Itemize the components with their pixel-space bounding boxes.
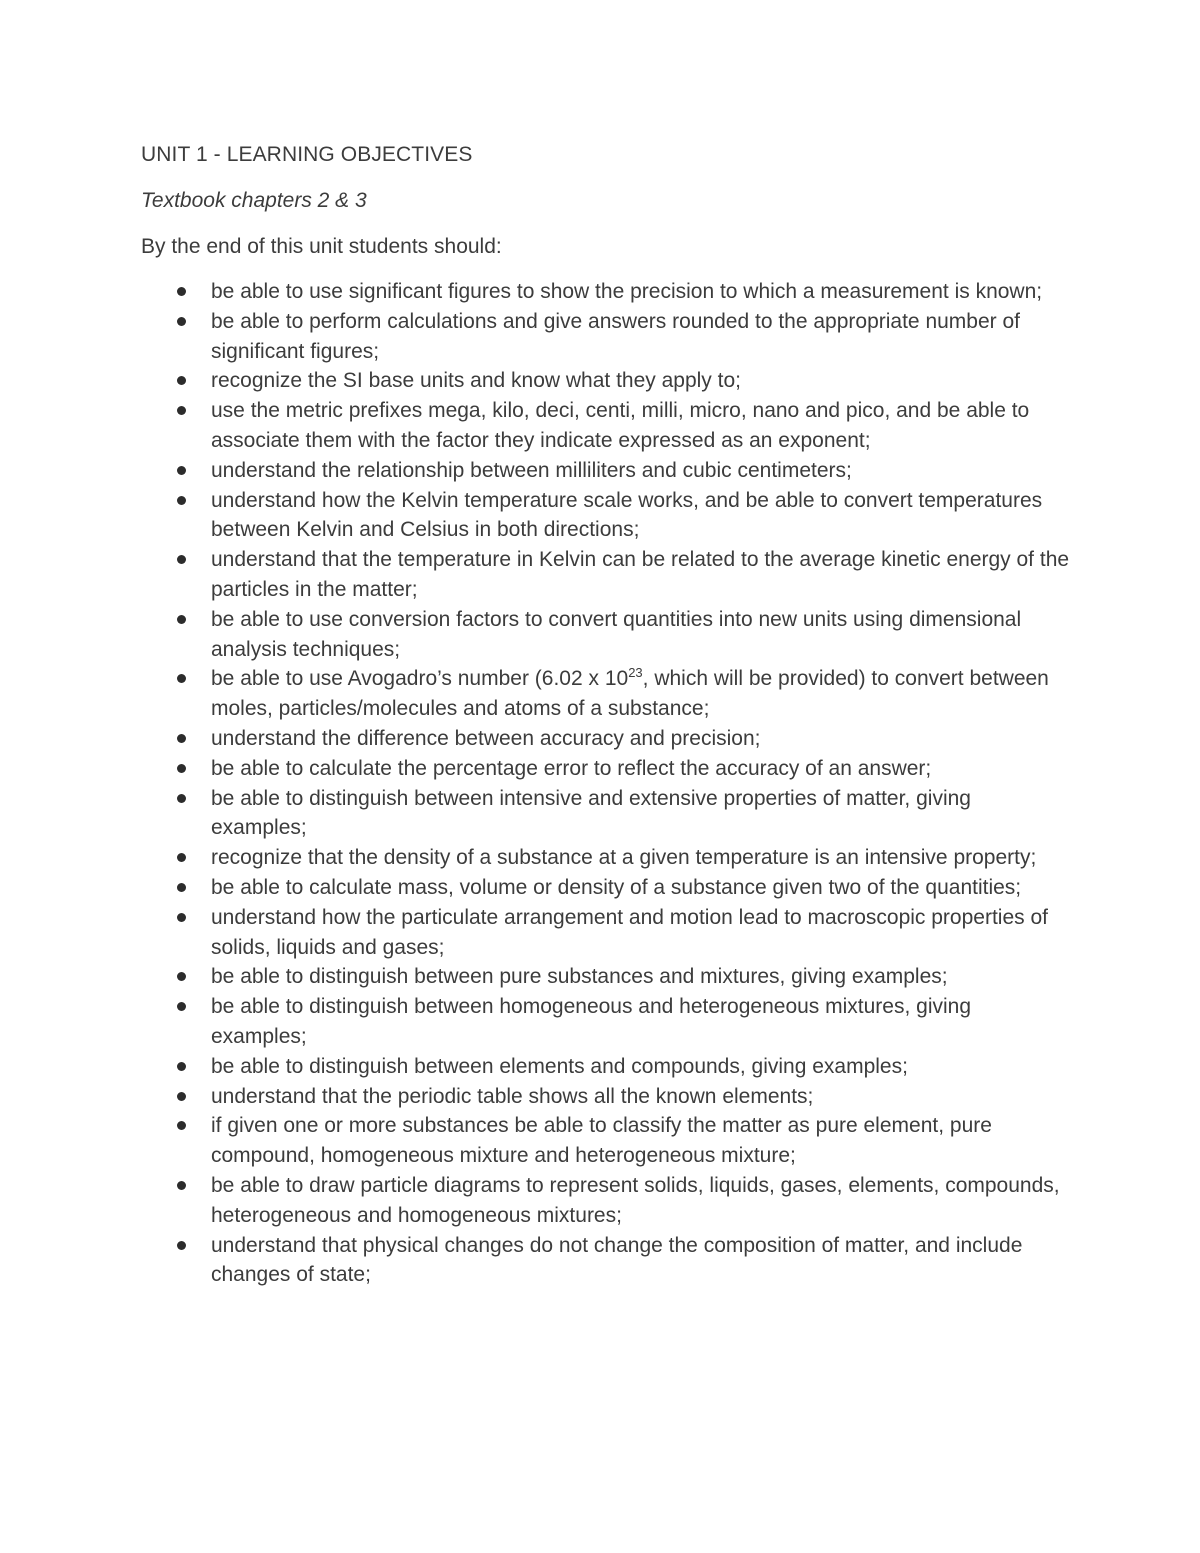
subtitle: Textbook chapters 2 & 3 [141, 189, 367, 212]
page-title: UNIT 1 - LEARNING OBJECTIVES [141, 143, 473, 166]
list-item [141, 873, 1071, 903]
list-item-text: understand that physical changes do not change the composition of matter, and include changes of state; [211, 1233, 1023, 1287]
list-item [141, 1082, 1071, 1112]
document-page [141, 140, 1071, 1290]
list-item [141, 605, 1071, 665]
list-item [141, 754, 1071, 784]
bullet-icon [177, 674, 186, 683]
list-item-text: understand the difference between accuracy and precision; [211, 726, 761, 750]
list-item [141, 724, 1071, 754]
bullet-icon [177, 764, 186, 773]
list-item [141, 545, 1071, 605]
intro-text: By the end of this unit students should: [141, 235, 502, 258]
list-item-text: be able to calculate the percentage error to reflect the accuracy of an answer; [211, 756, 932, 780]
bullet-icon [177, 1181, 186, 1190]
list-item-text: be able to distinguish between elements and compounds, giving examples; [211, 1054, 908, 1078]
list-item-avogadro [141, 664, 1071, 724]
list-item-text: be able to distinguish between pure substances and mixtures, giving examples; [211, 965, 948, 989]
bullet-icon [177, 1002, 186, 1011]
list-item-text: use the metric prefixes mega, kilo, deci, centi, milli, micro, nano and pico, and be able to associate them with the factor they indicate expressed as an exponent; [211, 399, 1030, 452]
bullet-icon [177, 853, 186, 862]
list-item [141, 456, 1071, 486]
list-item [141, 962, 1071, 992]
list-item-text: understand the relationship between milliliters and cubic centimeters; [211, 458, 852, 482]
avogadro-text-after: , which will be provided) to convert between moles, particles/molecules and atoms of a substance; [211, 667, 1049, 721]
list-item [141, 784, 1071, 844]
list-item [141, 1231, 1071, 1291]
list-item [141, 1171, 1071, 1231]
list-item-text: understand that the temperature in Kelvin can be related to the average kinetic energy of the particles in the matter; [211, 548, 1070, 601]
bullet-icon [177, 883, 186, 892]
list-item [141, 486, 1071, 546]
list-item [141, 277, 1071, 307]
list-item-text: understand how the Kelvin temperature scale works, and be able to convert temperatures between Kelvin and Celsius in both directions; [211, 488, 1043, 542]
list-item-text: be able to perform calculations and give answers rounded to the appropriate number of significant figures; [211, 309, 1020, 363]
bullet-icon [177, 466, 186, 475]
list-item-text: recognize that the density of a substance at a given temperature is an intensive property; [211, 846, 1037, 870]
list-item-text: be able to use conversion factors to convert quantities into new units using dimensional analysis techniques; [211, 607, 1022, 661]
list-item [141, 1052, 1071, 1082]
bullet-icon [177, 376, 186, 385]
list-item-text: be able to calculate mass, volume or density of a substance given two of the quantities; [211, 875, 1022, 899]
bullet-icon [177, 913, 186, 922]
bullet-icon [177, 317, 186, 326]
list-item-text: be able to draw particle diagrams to represent solids, liquids, gases, elements, compounds, heterogeneous and homogeneous mixtures; [211, 1173, 1060, 1227]
list-item-text: if given one or more substances be able to classify the matter as pure element, pure compound, homogeneous mixture and heterogeneous mixture; [211, 1114, 992, 1168]
bullet-icon [177, 972, 186, 981]
bullet-icon [177, 496, 186, 505]
bullet-icon [177, 734, 186, 743]
list-item-text: be able to distinguish between intensive and extensive properties of matter, giving examples; [211, 786, 971, 840]
bullet-icon [177, 1062, 186, 1071]
list-item-text: be able to use significant figures to show the precision to which a measurement is known; [211, 280, 1043, 303]
list-item-text: be able to distinguish between homogeneous and heterogeneous mixtures, giving examples; [211, 995, 972, 1048]
list-item [141, 903, 1071, 963]
bullet-icon [177, 794, 186, 803]
bullet-icon [177, 406, 186, 415]
bullet-icon [177, 1241, 186, 1250]
avogadro-text-before: be able to use Avogadro’s number (6.02 x 10 [211, 667, 629, 691]
bullet-icon [177, 615, 186, 624]
list-item [141, 366, 1071, 396]
list-item-text: recognize the SI base units and know what they apply to; [211, 369, 741, 393]
list-item-text: understand that the periodic table shows all the known elements; [211, 1084, 814, 1108]
bullet-icon [177, 555, 186, 564]
bullet-icon [177, 287, 186, 296]
list-item [141, 992, 1071, 1052]
bullet-icon [177, 1121, 186, 1130]
bullet-icon [177, 1092, 186, 1101]
list-item [141, 843, 1071, 873]
list-item [141, 1111, 1071, 1171]
avogadro-exponent: 23 [628, 665, 643, 681]
list-item [141, 396, 1071, 456]
list-item [141, 307, 1071, 367]
objectives-list [141, 277, 1071, 1290]
list-item-text: understand how the particulate arrangement and motion lead to macroscopic properties of solids, liquids and gases; [211, 905, 1048, 959]
